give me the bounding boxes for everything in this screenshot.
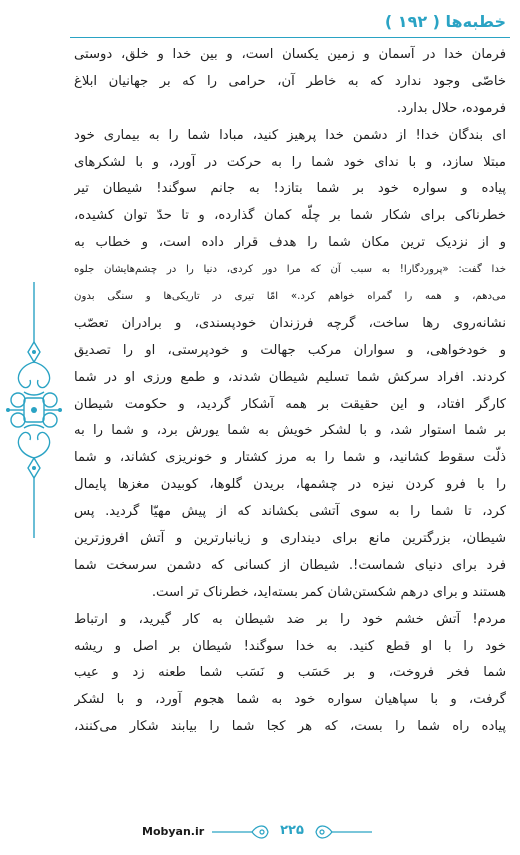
text-line: شما فخر فروخت، و بر حَسَب و نَسَب شما طعنه زد و عیب [74, 665, 506, 681]
text-line: خدا گفت: «پروردگارا! به سبب آن که مرا دور کردی، دنیا را در چشم‌هایشان جلوه [74, 264, 506, 276]
footer-left-ornament-icon [212, 820, 272, 844]
text-line: فرمان خدا در آسمان و زمین یکسان است، و بین خدا و خلق، دوستی [74, 47, 506, 62]
margin-ornament [4, 280, 64, 540]
text-line: می‌دهم، و همه را گمراه خواهم کرد.» امّا تیری در تاریکی‌ها و سنگی بدون [74, 291, 506, 303]
text-line: پیاده و سواره خود بر شما بتازد! به جانم سوگند! شیطان تیر [74, 181, 506, 197]
page-number: ۲۲۵ [280, 823, 304, 838]
body-text [74, 42, 506, 741]
footer-brand: Mobyan.ir [142, 825, 205, 838]
text-line: کارگر افتاد، و این حقیقت بر همه آشکار گردید، و حکومت شیطان [74, 396, 506, 412]
text-line: خود را با او قطع کنید. به خدا سوگند! شیطان بر اصل و ریشه [74, 638, 506, 654]
text-line: کرد، تا شما را به سوی آتشی بکشاند که از پیش مهیّا گردید. پس [74, 504, 506, 520]
text-line: مبتلا سازد، و با ندای خود شما را به حرکت در آورد، و با لشکرهای [74, 154, 506, 170]
text-line: کردند. افراد سرکش شما تسلیم شیطان شدند، و طمع ورزی او در شما [74, 369, 506, 385]
text-line: فرموده، حلال بدارد. [396, 100, 506, 116]
text-line: بر شما استوار شد، و با لشکر خویش به شما یورش برد، و شما را به [74, 423, 506, 439]
footer-right-ornament-icon [312, 820, 372, 844]
text-line: ای بندگان خدا! از دشمن خدا پرهیز کنید، مبادا شما را به بیماری خود [74, 127, 506, 143]
text-line: خطرناکی برای شکار شما بر چلّه کمان گذارده، و تا حدّ توان کشیده، [74, 208, 506, 224]
page-header [0, 6, 520, 32]
ornament-icon [4, 280, 64, 540]
text-line: نشانه‌روی رها ساخت، گرچه فرزندان خودپسندی، و برادران تعصّب [74, 315, 506, 331]
text-line: گرفت، و با سپاهیان سواره خود به شما هجوم آورد، و با لشکر [74, 692, 506, 708]
text-line: ذلّت سقوط کشانید، و شما را به مرز کشتار و خونریزی کشاند، و شما [74, 450, 506, 466]
text-line: مردم! آتش خشم خود را بر ضد شیطان به کار گیرید، و ارتباط [74, 611, 506, 627]
header-rule [70, 37, 510, 38]
header-title: خطبه‌ها ( ۱۹۲ ) [384, 12, 506, 31]
text-line: را با فرو کردن نیزه در چشمها، بریدن گلوها، کوبیدن مغزها پایمال [74, 477, 506, 493]
text-line: هستند و برای درهم شکستن‌شان کمر بسته‌اید، خطرناک تر است. [151, 584, 506, 600]
text-line: پیاده راه شما را بست، که هر کجا شما را بیابند شکار می‌کنند، [74, 719, 506, 735]
text-line: و از نزدیک ترین مکان شما را هدف قرار داده است، و خطاب به [74, 235, 506, 251]
text-line: خاصّی وجود ندارد که به خاطر آن، حرامی را که بر جهانیان ابلاغ [74, 73, 506, 89]
page-footer [0, 818, 520, 848]
text-line: و خودخواهی، و سواران مرکب جهالت و خودپرستی، او را تصدیق [74, 342, 506, 358]
text-line: فرد برای دنیای شماست!. شیطان از کسانی که دشمن سرسخت شما [74, 557, 506, 573]
text-line: شیطان، بزرگترین مانع برای دینداری و زیانبارترین و آتش افروزترین [74, 531, 506, 547]
